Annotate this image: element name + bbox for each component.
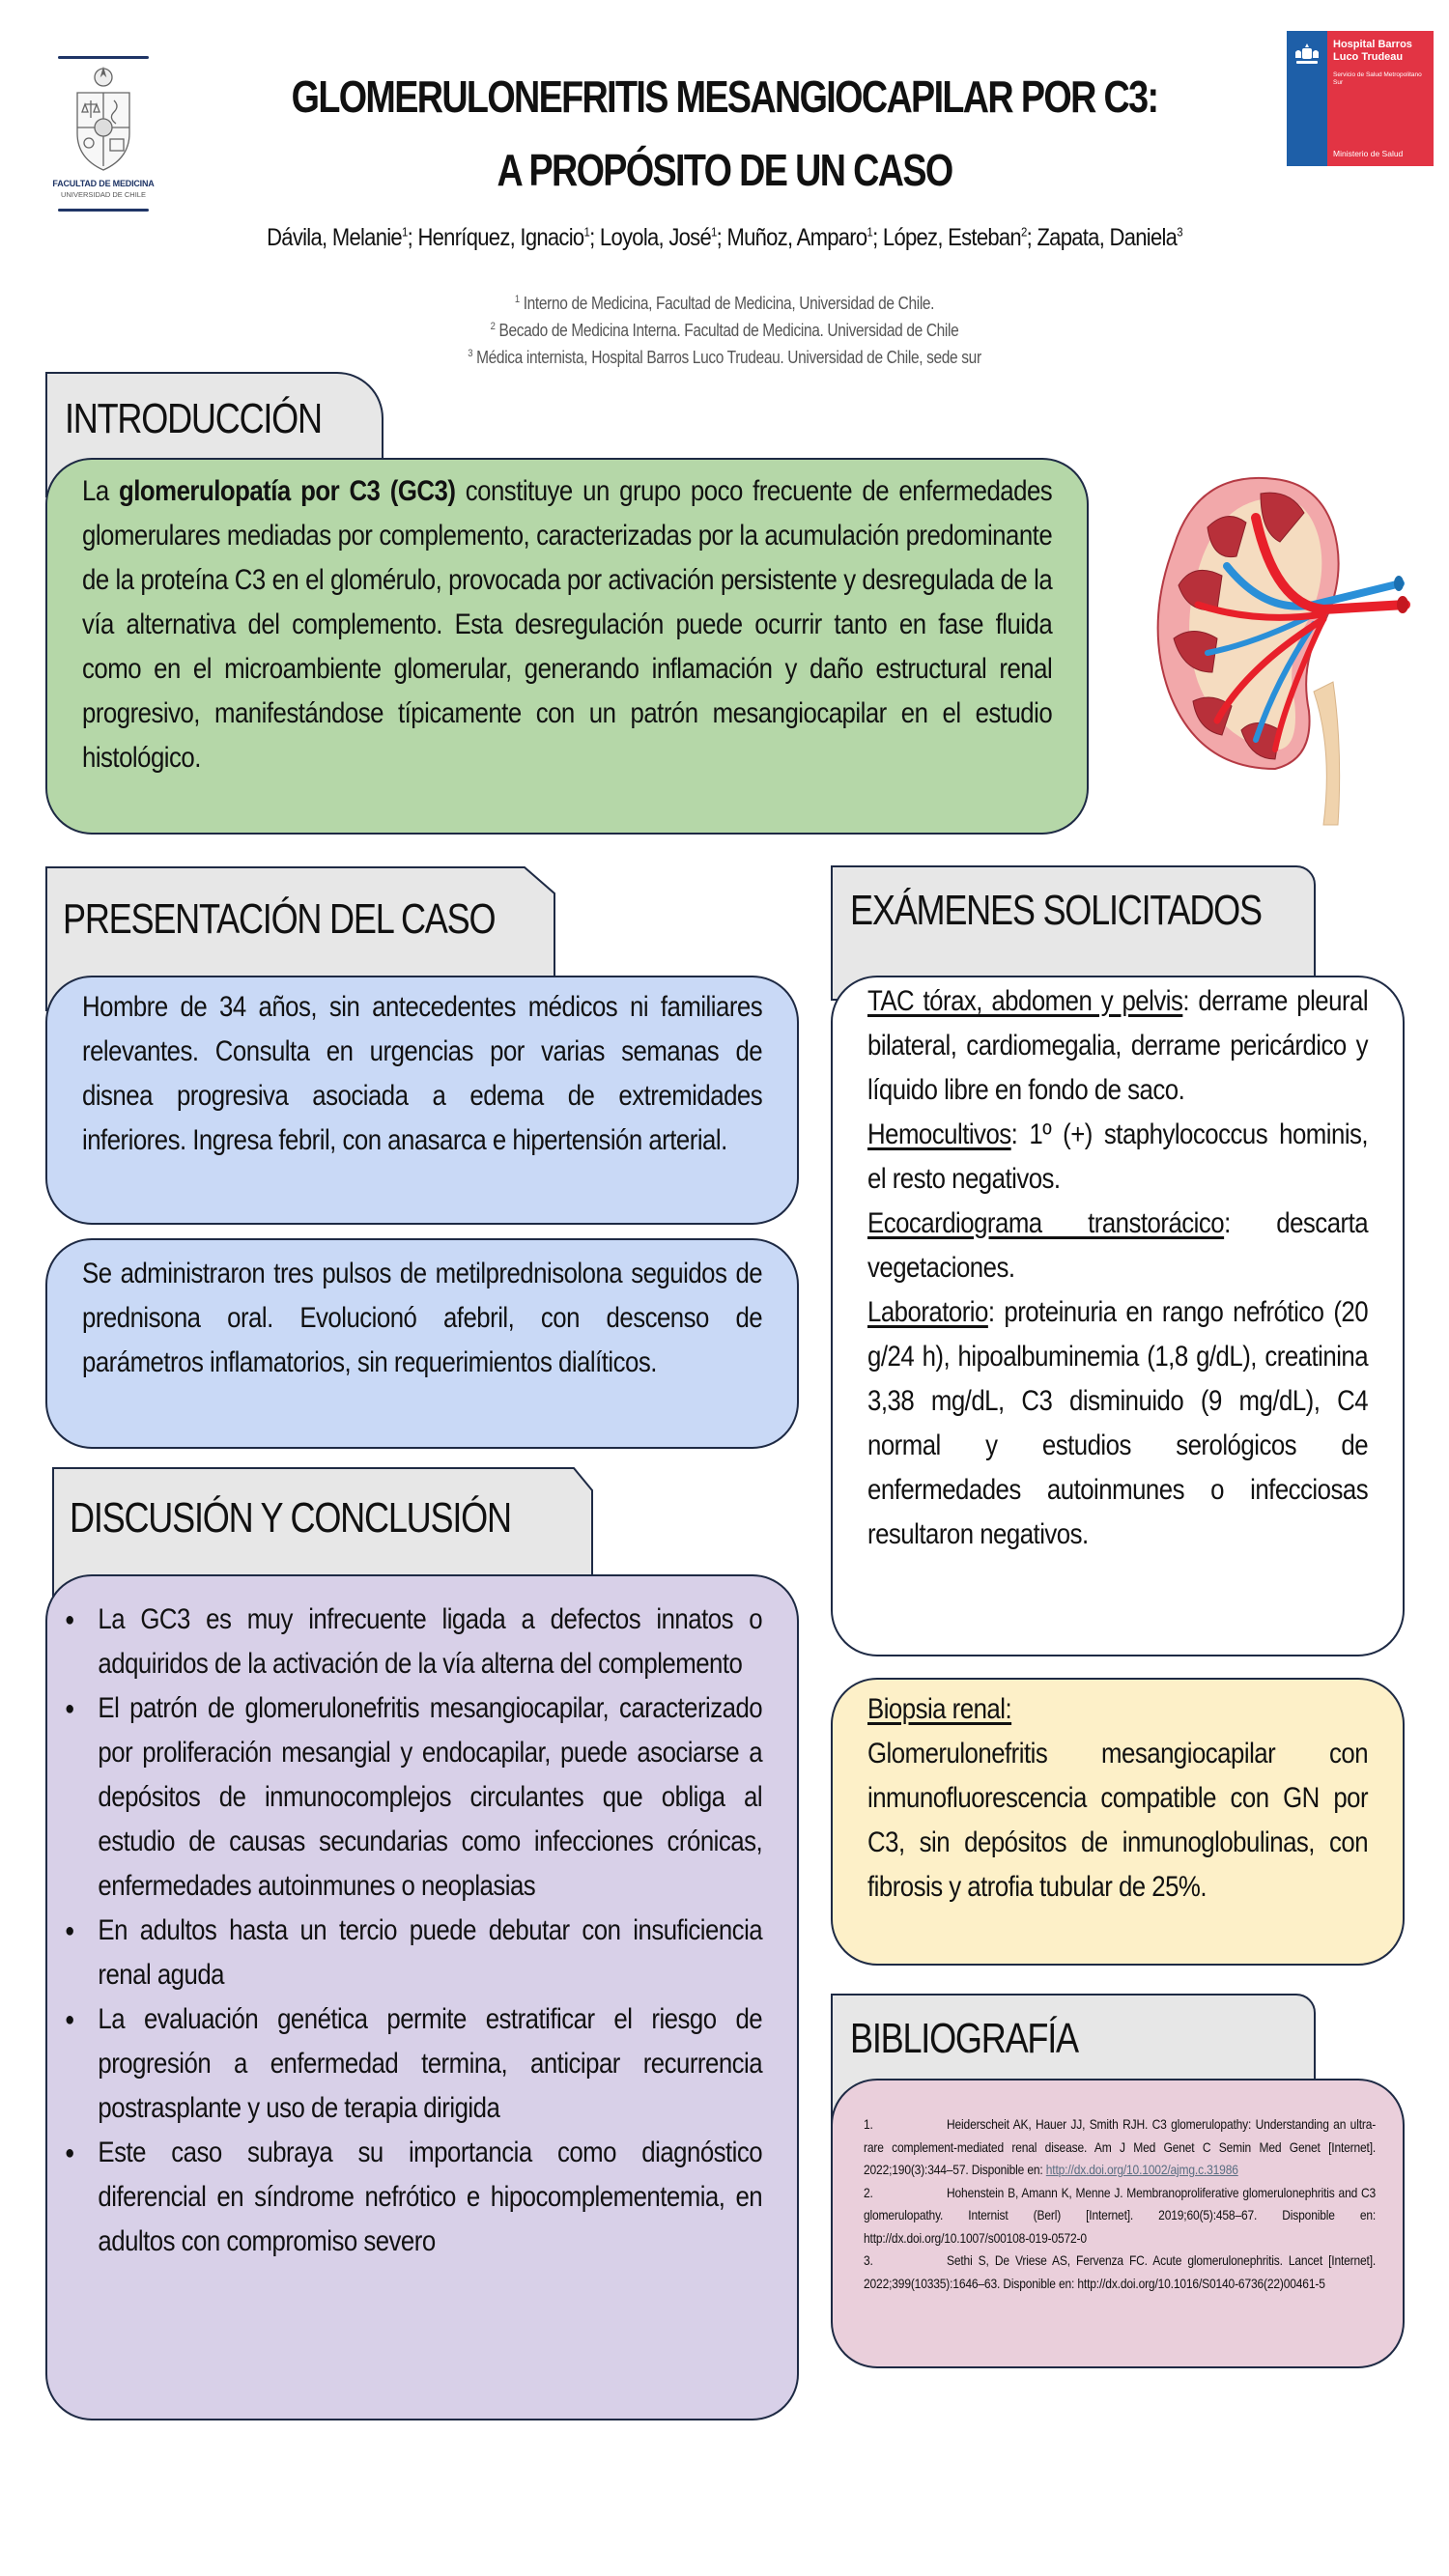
discussion-heading: DISCUSIÓN Y CONCLUSIÓN <box>70 1494 511 1542</box>
author-affiliation-marker: 3 <box>1177 224 1182 240</box>
author-name: Muñoz, Amparo <box>726 224 867 251</box>
kidney-anatomy-illustration <box>1140 460 1412 827</box>
author-name: Loyola, José <box>599 224 712 251</box>
biopsy-box <box>831 1678 1405 1966</box>
affiliation-text: Interno de Medicina, Facultad de Medicina, Universidad de Chile. <box>519 294 935 313</box>
biopsy-label: Biopsia renal: <box>867 1693 1012 1725</box>
poster-title <box>273 60 1177 207</box>
introduction-box <box>45 458 1089 835</box>
exam-item <box>867 979 1368 1113</box>
chile-coat-of-arms-icon <box>1293 41 1321 70</box>
case-treatment-text: Se administraron tres pulsos de metilprednisolona seguidos de prednisona oral. Evolucionó afebril, con descenso de parámetros inflamatorios, sin requerimientos dialíticos. <box>82 1258 763 1378</box>
reference-item <box>864 2182 1376 2250</box>
affiliation-marker: 3 <box>468 348 473 359</box>
affiliation-line <box>268 342 1181 369</box>
exams-list <box>867 979 1368 1557</box>
exams-heading: EXÁMENES SOLICITADOS <box>850 887 1262 934</box>
faculty-logo <box>50 48 156 212</box>
exam-result: : derrame pleural bilateral, cardiomegalia, derrame pericárdico y líquido libre en fondo de saco. <box>867 985 1369 1106</box>
introduction-heading: INTRODUCCIÓN <box>65 395 322 442</box>
case-presentation-text: Hombre de 34 años, sin antecedentes médicos ni familiares relevantes. Consulta en urgencias por varias semanas de disnea progresiva asociada a edema de extremidades inferiores. Ingresa febril, con anasarca e hipertensión arterial. <box>82 991 763 1156</box>
exam-result: : proteinuria en rango nefrótico (20 g/24 h), hipoalbuminemia (1,8 g/dL), creatinina 3,38 mg/dL, C3 disminuido (9 mg/dL), C4 normal y estudios serológicos de enfermedades autoinmunes o infecciosas resultaron negativos. <box>867 1296 1369 1550</box>
exam-item <box>867 1290 1368 1557</box>
affiliation-line <box>268 288 1181 315</box>
gc3-term: glomerulopatía por C3 (GC3) <box>119 475 456 507</box>
author-affiliation-marker: 2 <box>1020 224 1027 240</box>
author-name: López, Esteban <box>882 224 1021 251</box>
exams-box <box>831 976 1405 1656</box>
exam-item <box>867 1202 1368 1290</box>
university-name: UNIVERSIDAD DE CHILE <box>61 190 146 199</box>
hospital-logo <box>1287 31 1434 166</box>
bibliography-box <box>831 2079 1405 2368</box>
reference-number: 1. <box>864 2116 873 2132</box>
reference-item <box>864 2113 1376 2182</box>
author-affiliation-marker: 1 <box>583 224 590 240</box>
reference-text: Hohenstein B, Amann K, Menne J. Membranoproliferative glomerulonephritis and C3 glomerulopathy. Internist (Berl) [Internet]. 2019;60(5):458–67. Disponible en: http://dx.doi.org/10.1007/s00108-019-0572-0 <box>864 2184 1377 2246</box>
exam-label: Ecocardiograma transtorácico <box>867 1207 1225 1239</box>
author-name: Henríquez, Ignacio <box>417 224 584 251</box>
title-line-1: GLOMERULONEFRITIS MESANGIOCAPILAR POR C3: <box>291 71 1158 122</box>
health-service-name: Servicio de Salud Metropolitano Sur <box>1333 71 1422 86</box>
case-heading: PRESENTACIÓN DEL CASO <box>63 895 496 943</box>
discussion-bullet: ● La evaluación genética permite estratificar el riesgo de progresión a enfermedad termina, anticipar recurrencia postrasplante y uso de terapia dirigida <box>65 1997 762 2131</box>
case-treatment-box <box>45 1238 799 1449</box>
affiliation-marker: 1 <box>514 294 520 305</box>
biopsy-text: Glomerulonefritis mesangiocapilar con inmunofluorescencia compatible con GN por C3, sin depósitos de inmunoglobulinas, con fibrosis y atrofia tubular de 25%. <box>867 1738 1369 1903</box>
exam-label: TAC tórax, abdomen y pelvis <box>867 985 1183 1017</box>
discussion-bullet: ● La GC3 es muy infrecuente ligada a defectos innatos o adquiridos de la activación de la vía alterna del complemento <box>65 1598 762 1686</box>
author-affiliation-marker: 1 <box>401 224 408 240</box>
affiliation-marker: 2 <box>490 321 496 332</box>
discussion-bullet: ● El patrón de glomerulonefritis mesangiocapilar, caracterizado por proliferación mesangial y endocapilar, puede asociarse a depósitos de inmunocomplejos circulantes que obliga al estudio de causas secundarias como infecciones crónicas, enfermedades autoinmunes o neoplasias <box>65 1686 762 1909</box>
author-affiliation-marker: 1 <box>867 224 873 240</box>
exam-result: : descarta vegetaciones. <box>867 1207 1369 1284</box>
bibliography-heading: BIBLIOGRAFÍA <box>850 2015 1078 2062</box>
exam-label: Hemocultivos <box>867 1118 1011 1150</box>
affiliation-text: Becado de Medicina Interna. Facultad de Medicina. Universidad de Chile <box>495 321 959 340</box>
bibliography-list <box>864 2113 1376 2295</box>
author-list: Dávila, Melanie$^1$; Henríquez, Ignacio$^1$; Loyola, José$^1$; Muñoz, Amparo$^1$; López, Esteban$^2$; Zapata, Daniela$^3$ <box>267 224 1182 251</box>
reference-text: Sethi S, De Vriese AS, Fervenza FC. Acute glomerulonephritis. Lancet [Internet]. 2022;399(10335):1646–63. Disponible en: http://dx.doi.org/10.1016/S0140-6736(22)00461-5 <box>864 2252 1377 2291</box>
exam-label: Laboratorio <box>867 1296 988 1328</box>
introduction-text: La glomerulopatía por C3 (GC3) constituye un grupo poco frecuente de enfermedades glomerulares mediadas por complemento, caracterizadas por la acumulación predominante de la proteína C3 en el glomérulo, provocada por activación persistente y desregulada de la vía alternativa del complemento. Esta desregulación puede ocurrir tanto en fase fluida como en el microambiente glomerular, generando inflamación y daño estructural renal progresivo, manifestándose típicamente con un patrón mesangiocapilar en el estudio histológico. <box>82 475 1053 774</box>
author-affiliation-marker: 1 <box>711 224 717 240</box>
ministry-name: Ministerio de Salud <box>1333 149 1404 158</box>
faculty-name: FACULTAD DE MEDICINA <box>52 179 155 188</box>
reference-number: 3. <box>864 2252 873 2268</box>
reference-number: 2. <box>864 2184 873 2200</box>
university-crest-icon <box>71 66 135 174</box>
discussion-bullet: ● Este caso subraya su importancia como diagnóstico diferencial en síndrome nefrótico e hipocomplementemia, en adultos con compromiso severo <box>65 2131 762 2264</box>
author-name: Zapata, Daniela <box>1037 224 1178 251</box>
discussion-bullet: ● En adultos hasta un tercio puede debutar con insuficiencia renal aguda <box>65 1909 762 1997</box>
affiliation-list <box>268 288 1181 369</box>
discussion-box <box>45 1574 799 2420</box>
reference-text: Heiderscheit AK, Hauer JJ, Smith RJH. C3 glomerulopathy: Understanding an ultra-rare complement-mediated renal disease. Am J Med Genet C Semin Med Genet [Internet]. 2022;190(3):344–57. Disponible en: <box>864 2116 1377 2177</box>
reference-link[interactable]: http://dx.doi.org/10.1002/ajmg.c.31986 <box>1045 2162 1238 2177</box>
exam-item <box>867 1113 1368 1202</box>
exam-result: : 1º (+) staphylococcus hominis, el resto negativos. <box>867 1118 1369 1195</box>
title-line-2: A PROPÓSITO DE UN CASO <box>497 145 952 195</box>
discussion-list <box>65 1598 762 2264</box>
affiliation-text: Médica internista, Hospital Barros Luco Trudeau. Universidad de Chile, sede sur <box>472 348 981 367</box>
case-presentation-box <box>45 976 799 1225</box>
affiliation-line <box>268 315 1181 342</box>
author-name: Dávila, Melanie <box>267 224 402 251</box>
hospital-name: Hospital Barros Luco Trudeau <box>1333 39 1412 63</box>
reference-item <box>864 2250 1376 2295</box>
